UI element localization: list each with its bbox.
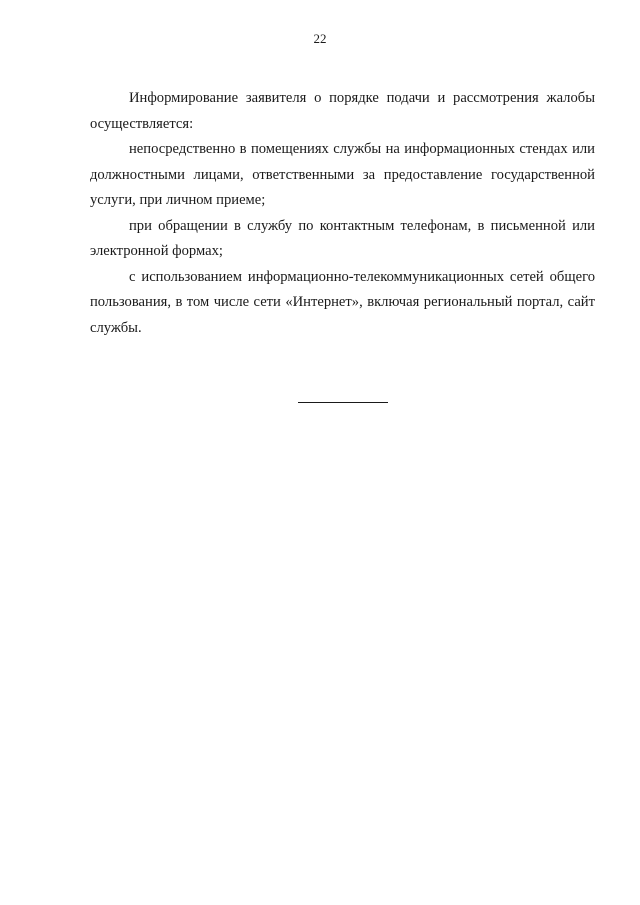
paragraph-phone-written: при обращении в службу по контактным телефонам, в письменной или электронной формах;: [90, 217, 595, 259]
paragraph-info-stands: непосредственно в помещениях службы на информационных стендах или должностными лицами, ответственными за предоставление государственной услуги, при личном приеме;: [90, 141, 595, 208]
paragraph-internet: с использованием информационно-телекоммуникационных сетей общего пользования, в том числе сети «Интернет», включая региональный портал, сайт службы.: [90, 268, 595, 336]
end-separator-line: [298, 402, 388, 403]
document-body: [90, 86, 595, 341]
paragraph-complaint-info: Информирование заявителя о порядке подачи и рассмотрения жалобы осуществляется:: [90, 90, 595, 132]
page-number: 22: [313, 31, 327, 46]
